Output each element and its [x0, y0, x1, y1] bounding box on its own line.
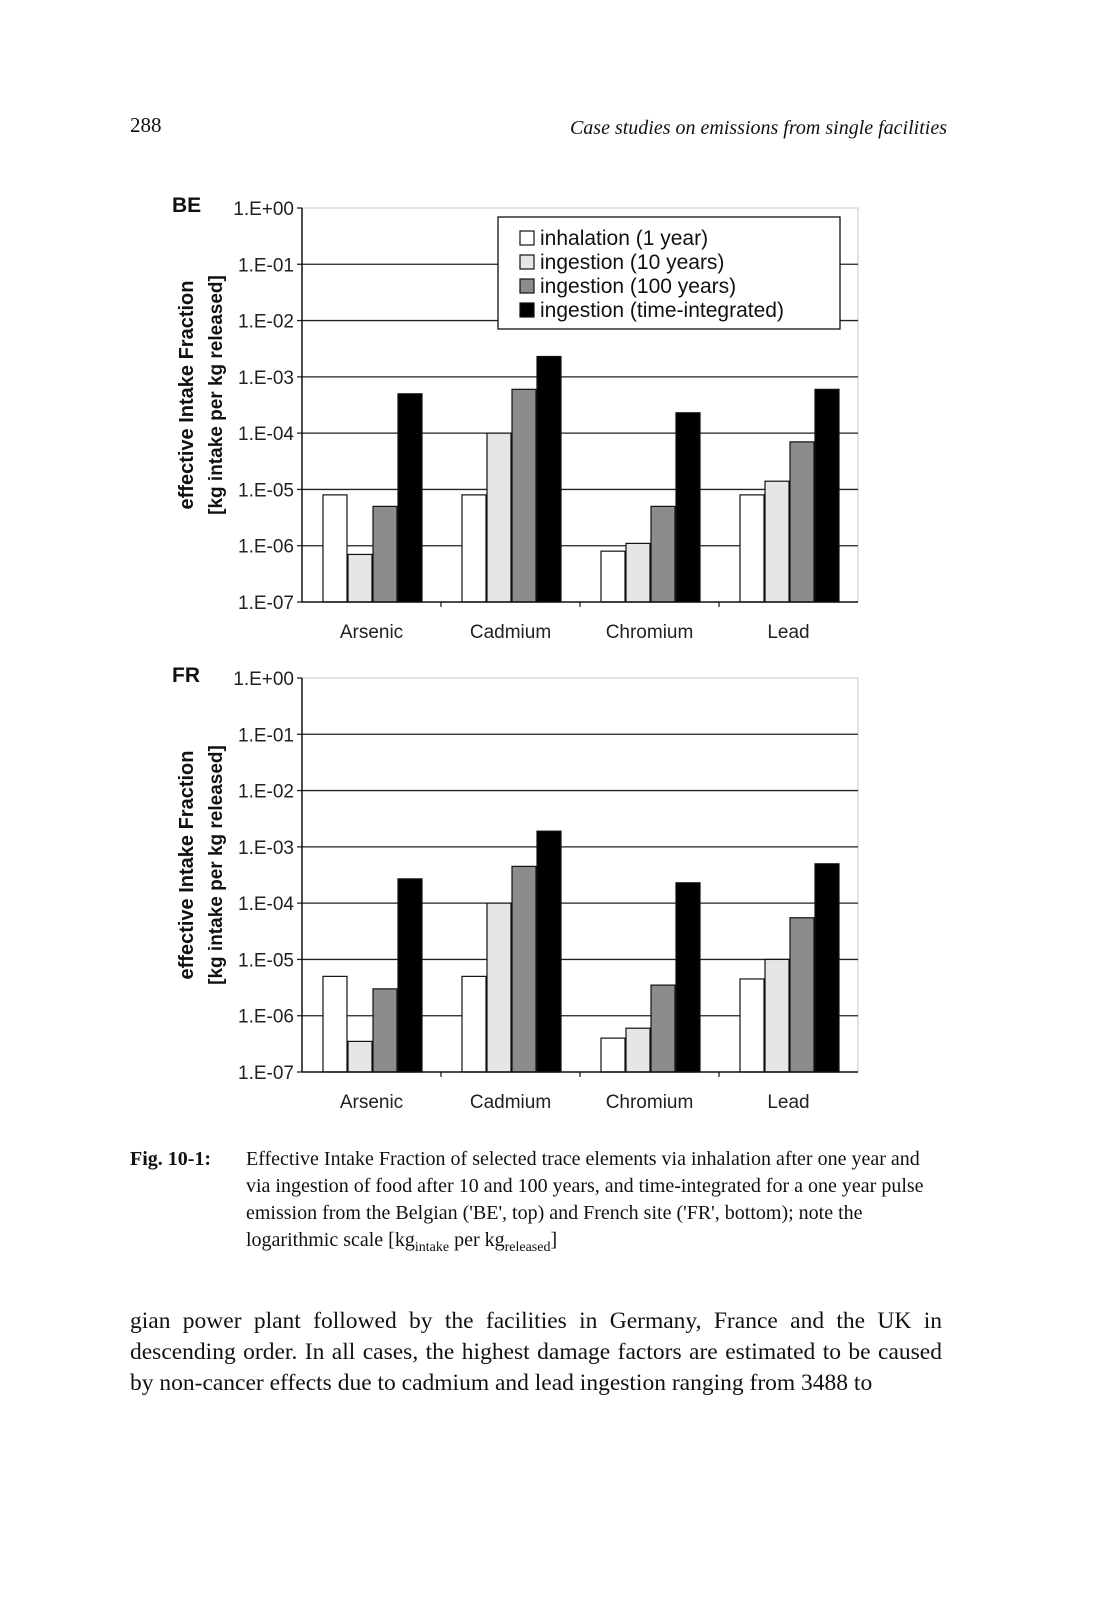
- x-tick-label: Chromium: [605, 622, 694, 643]
- bar: [790, 442, 814, 602]
- legend-entry: ingestion (10 years): [540, 251, 725, 274]
- bar: [537, 831, 561, 1072]
- y-tick-label: 1.E-05: [238, 480, 294, 502]
- y-axis-units: [kg intake per kg released]: [206, 275, 227, 515]
- bar: [348, 1041, 372, 1072]
- y-tick-label: 1.E-03: [238, 367, 294, 389]
- x-tick-label: Arsenic: [339, 1092, 404, 1113]
- bar: [373, 506, 397, 602]
- y-tick-label: 1.E-01: [238, 255, 294, 277]
- bar: [765, 959, 789, 1072]
- legend-swatch: [520, 255, 534, 269]
- bar: [815, 864, 839, 1072]
- x-tick-label: Cadmium: [469, 1092, 552, 1113]
- page-number: 288: [130, 113, 162, 137]
- bar: [398, 879, 422, 1072]
- legend-swatch: [520, 279, 534, 293]
- legend-entry: inhalation (1 year): [540, 227, 709, 250]
- y-tick-label: 1.E-01: [238, 725, 294, 747]
- bar: [537, 356, 561, 602]
- y-tick-label: 1.E-03: [238, 837, 294, 859]
- bar: [676, 883, 700, 1072]
- bar: [373, 989, 397, 1072]
- body-paragraph: gian power plant followed by the facilities in Germany, France and the UK in descending order. In all cases, the highest damage factors are estimated to be caused by non-cancer effects due to cadmium and lead ingestion ranging from 3488 to: [130, 1308, 942, 1396]
- legend-swatch: [520, 231, 534, 245]
- y-tick-label: 1.E-06: [238, 1006, 294, 1028]
- y-axis-label: effective Intake Fraction: [176, 280, 198, 510]
- chart-be: [0, 180, 1095, 650]
- bar: [462, 495, 486, 602]
- y-tick-label: 1.E-07: [238, 1063, 294, 1084]
- x-tick-label: Arsenic: [339, 622, 404, 643]
- legend-swatch: [520, 303, 534, 317]
- panel-label: FR: [172, 664, 200, 687]
- legend-entry: ingestion (100 years): [540, 275, 737, 298]
- bar: [651, 506, 675, 602]
- y-tick-label: 1.E-06: [238, 536, 294, 558]
- bar: [740, 495, 764, 602]
- y-tick-label: 1.E-07: [238, 593, 294, 614]
- x-tick-label: Chromium: [605, 1092, 694, 1113]
- bar: [765, 481, 789, 602]
- bar: [487, 433, 511, 602]
- y-tick-label: 1.E-02: [238, 311, 294, 333]
- figure-caption: [130, 1146, 950, 1261]
- y-axis-label: effective Intake Fraction: [176, 750, 198, 980]
- y-tick-label: 1.E-05: [238, 950, 294, 972]
- bar: [487, 903, 511, 1072]
- bar: [512, 389, 536, 602]
- y-tick-label: 1.E-04: [238, 894, 294, 916]
- bar: [512, 866, 536, 1072]
- x-tick-label: Lead: [767, 1092, 810, 1113]
- caption-label: Fig. 10-1:: [130, 1148, 212, 1170]
- x-tick-label: Cadmium: [469, 622, 552, 643]
- bar: [348, 554, 372, 602]
- panel-label: BE: [172, 194, 202, 217]
- y-tick-label: 1.E-02: [238, 781, 294, 803]
- bar: [651, 985, 675, 1072]
- y-axis-units: [kg intake per kg released]: [206, 745, 227, 985]
- bar: [601, 1038, 625, 1072]
- bar: [626, 543, 650, 602]
- bar: [626, 1028, 650, 1072]
- bar: [462, 976, 486, 1072]
- bar: [323, 495, 347, 602]
- y-tick-label: 1.E+00: [233, 199, 294, 220]
- bar: [815, 389, 839, 602]
- bar: [790, 918, 814, 1072]
- legend-entry: ingestion (time-integrated): [540, 299, 784, 322]
- caption-text: Effective Intake Fraction of selected trace elements via inhalation after one year and via ingestion of food after 10 and 100 years, and time-integrated for a one year pulse emission from the Belgian ('BE', top) and French site ('FR', bottom); note the logarithmic scale [$kg_{intake}$ per $kg_{released}$]: [246, 1148, 924, 1255]
- bar: [323, 976, 347, 1072]
- bar: [676, 413, 700, 602]
- chart-fr: [0, 650, 1095, 1120]
- running-head: Case studies on emissions from single facilities: [569, 117, 947, 139]
- bar: [740, 979, 764, 1072]
- bar: [398, 394, 422, 602]
- y-tick-label: 1.E-04: [238, 424, 294, 446]
- y-tick-label: 1.E+00: [233, 669, 294, 690]
- x-tick-label: Lead: [767, 622, 810, 643]
- bar: [601, 551, 625, 602]
